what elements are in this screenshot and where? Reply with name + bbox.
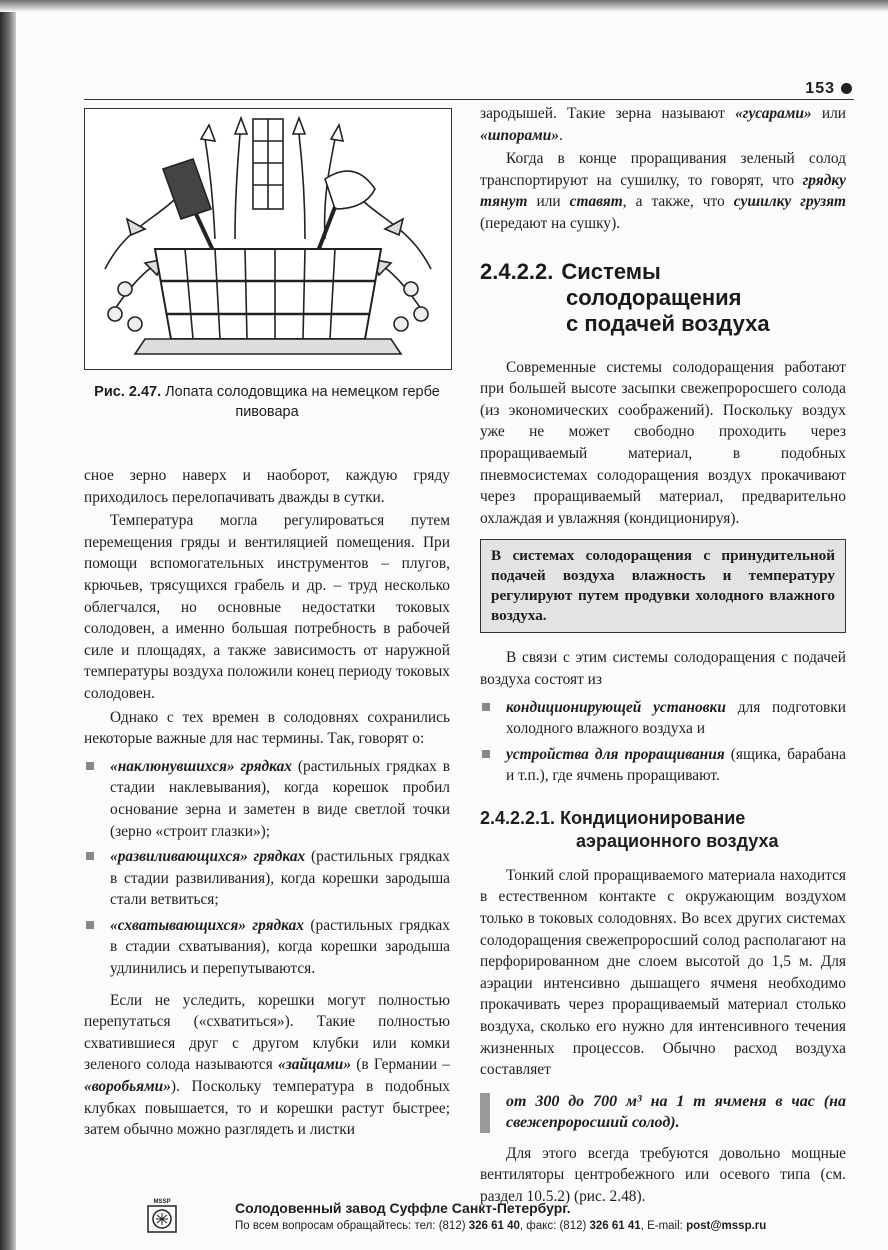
svg-text:MSSP: MSSP <box>153 1199 171 1205</box>
header-rule <box>84 99 854 100</box>
bullet-square-icon <box>86 852 94 860</box>
paragraph: Когда в конце проращивания зеленый солод транспортируют на сушилку, то говорят, что грядку тянут или ставят, а также, что сушилку грузят (передают на сушку). <box>480 150 846 232</box>
publisher-footer <box>145 1196 865 1236</box>
paragraph: Для этого всегда требуются довольно мощные вентиляторы центробежного или осевого типа (см. раздел 10.5.2) (рис. 2.48). <box>480 1144 846 1205</box>
footer-company: Солодовенный завод Суффле Санкт-Петербург. <box>235 1200 571 1216</box>
key-point-callout: В системах солодоращения с принудительной подачей воздуха влажность и температуру регулируют путем продувки холодного влажного воздуха. <box>480 539 846 633</box>
airflow-highlight: от 300 до 700 м³ на 1 т ячменя в час (на свежепроросший солод). <box>480 1091 846 1133</box>
figure-caption <box>84 382 450 422</box>
paragraph: Если не уследить, корешки могут полностью перепутаться («схватиться»). Такие полностью схватившиеся друг с другом клубки или комки зеленого солода называются «зайцами» (в Германии – «воробьями»). Поскольку температура в подобных клубках повышается, то и корешки растут быстрее; затем обычно можно разглядеть и листки <box>84 991 450 1139</box>
bullet-square-icon <box>86 921 94 929</box>
paragraph: Температура могла регулироваться путем перемещения гряды и вентиляцией помещения. При помощи вспомогательных инструментов – плугов, крючьев, трясущихся грабель и др. – труд несколько облегчался, но основные недостатки токовых солодовен, а именно большая потребность в рабочей силе и площадях, а также зависимость от наружной температуры воздуха положили конец периоду токовых солодовен. <box>84 512 450 702</box>
list-item: «схватывающихся» грядках (растильных грядках в стадии схватывания), когда корешки зародыша удлинились и перепутываются. <box>84 915 450 980</box>
bullet-square-icon <box>482 750 490 758</box>
components-list <box>480 697 846 787</box>
paragraph: сное зерно наверх и наоборот, каждую гряду приходилось перелопачивать дважды в сутки. <box>84 467 450 506</box>
figure-coat-of-arms <box>84 108 452 370</box>
figure-caption-text: Лопата солодовщика на немецком гербе пивовара <box>165 384 440 420</box>
page-marker-icon <box>841 83 852 94</box>
section-heading: 2.4.2.2. Системы солодоращения с подачей воздуха <box>480 258 770 336</box>
list-item: кондиционирующей установки для подготовки холодного влажного воздуха и <box>480 697 846 740</box>
list-item: устройства для проращивания (ящика, барабана и т.п.), где ячмень проращивают. <box>480 744 846 787</box>
right-column <box>480 103 846 1208</box>
bullet-square-icon <box>482 703 490 711</box>
scan-edge-shadow <box>0 0 888 12</box>
paragraph: зародышей. Такие зерна называют «гусарами» или «шпорами». <box>480 105 846 144</box>
terms-list <box>84 756 450 980</box>
subsection-heading: 2.4.2.2.1. Кондиционирование аэрационного воздуха <box>480 807 779 851</box>
paragraph: Современные системы солодоращения работают при большей высоте засыпки свежепроросшего солода (из экономических соображений). Поскольку воздух уже не может свободно проходить через проращиваемый материал, в подобных пневмосистемах солодоращения воздух прокачивают через проращиваемый материал, предварительно охлаждая и увлажняя (кондиционируя). <box>480 358 846 527</box>
paragraph: Тонкий слой проращиваемого материала находится в естественном контакте с окружающим воздухом только в токовых солодовнях. Во всех других системах солодоращения свежепроросший солод располагают на перфорированном дне слоем высотой до 1,5 м. Для аэрации интенсивно дышащего ячменя необходимо прокачивать через проращиваемый материал столько воздуха, сколько его нужно для интенсивного течения жизненных процессов. Обычно расход воздуха составляет <box>480 866 846 1079</box>
mssp-logo-icon <box>145 1196 179 1234</box>
highlight-bar <box>480 1093 490 1133</box>
list-item: «развиливающихся» грядках (растильных грядках в стадии развиливания), когда корешки зародыша стали ветвиться; <box>84 846 450 911</box>
paragraph: В связи с этим системы солодоращения с подачей воздуха состоят из <box>480 649 846 688</box>
figure-caption-label: Рис. 2.47. <box>94 384 162 400</box>
left-column <box>84 465 450 1141</box>
footer-contacts: По всем вопросам обращайтесь: тел: (812) 326 61 40, факс: (812) 326 61 41, E-mail: post@mssp.ru <box>235 1220 767 1232</box>
paragraph: Однако с тех времен в солодовнях сохранились некоторые важные для нас термины. Так, говорят о: <box>84 708 450 748</box>
list-item: «наклюнувшихся» грядках (растильных грядках в стадии наклевывания), когда корешок пробил основание зерна и заметен в виде светлой точки (зерно «строит глазки»); <box>84 756 450 842</box>
book-spine-shadow <box>0 0 16 1250</box>
maltster-shovel-illustration <box>85 109 451 369</box>
bullet-square-icon <box>86 762 94 770</box>
page-number: 153 <box>805 80 852 98</box>
